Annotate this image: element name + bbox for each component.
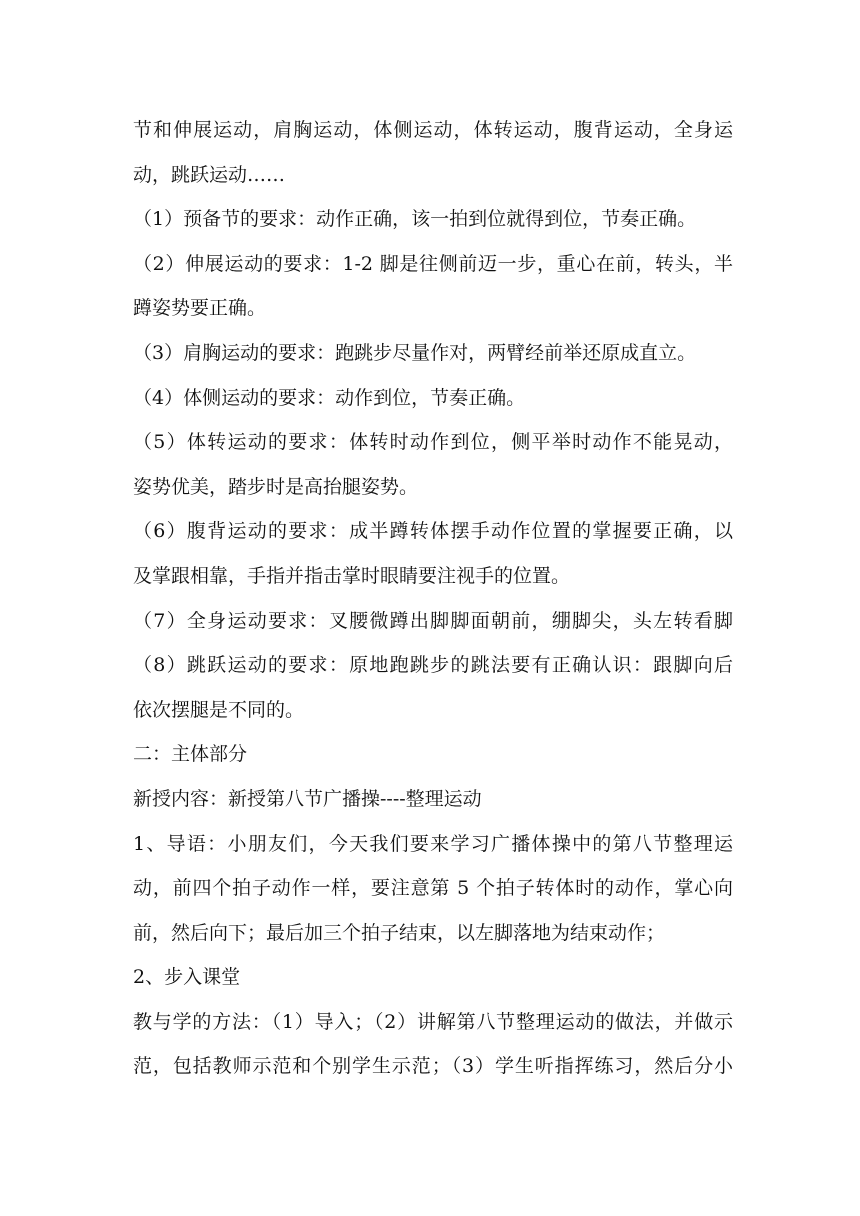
- paragraph-line: 1、导语：小朋友们，今天我们要来学习广播体操中的第八节整理运: [133, 832, 733, 855]
- paragraph-line: （8）跳跃运动的要求：原地跑跳步的跳法要有正确认识：跟脚向后: [133, 654, 733, 677]
- paragraph-line: （7）全身运动要求：叉腰微蹲出脚脚面朝前，绷脚尖，头左转看脚: [133, 609, 733, 632]
- paragraph-line: 2、步入课堂: [133, 966, 241, 989]
- paragraph-line: （3）肩胸运动的要求：跑跳步尽量作对，两臂经前举还原成直立。: [133, 341, 697, 364]
- paragraph-line: 动，跳跃运动……: [133, 163, 286, 186]
- paragraph-line: 动，前四个拍子动作一样，要注意第 5 个拍子转体时的动作，掌心向: [133, 877, 733, 900]
- paragraph-line: 依次摆腿是不同的。: [133, 698, 305, 721]
- paragraph-line: （1）预备节的要求：动作正确，该一拍到位就得到位，节奏正确。: [133, 208, 697, 231]
- paragraph-line: 教与学的方法：（1）导入；（2）讲解第八节整理运动的做法，并做示: [133, 1010, 733, 1033]
- paragraph-line: 及掌跟相靠，手指并指击掌时眼睛要注视手的位置。: [133, 564, 571, 587]
- paragraph-line: （5）体转运动的要求：体转时动作到位，侧平举时动作不能晃动，: [133, 431, 733, 454]
- paragraph-line: 前，然后向下；最后加三个拍子结束，以左脚落地为结束动作；: [133, 921, 666, 944]
- paragraph-line: 新授内容：新授第八节广播操----整理运动: [133, 787, 482, 810]
- paragraph-line: （6）腹背运动的要求：成半蹲转体摆手动作位置的掌握要正确，以: [133, 520, 733, 543]
- paragraph-line: （4）体侧运动的要求：动作到位，节奏正确。: [133, 386, 526, 409]
- paragraph-line: 蹲姿势要正确。: [133, 297, 267, 320]
- section-heading: 二：主体部分: [133, 743, 248, 766]
- paragraph-line: 姿势优美，踏步时是高抬腿姿势。: [133, 475, 419, 498]
- paragraph-line: （2）伸展运动的要求：1-2 脚是往侧前迈一步，重心在前，转头，半: [133, 252, 733, 275]
- paragraph-line: 范，包括教师示范和个别学生示范；（3）学生听指挥练习，然后分小: [133, 1055, 733, 1078]
- document-body: [133, 108, 733, 1089]
- paragraph-line: 节和伸展运动，肩胸运动，体侧运动，体转运动，腹背运动，全身运: [133, 119, 733, 141]
